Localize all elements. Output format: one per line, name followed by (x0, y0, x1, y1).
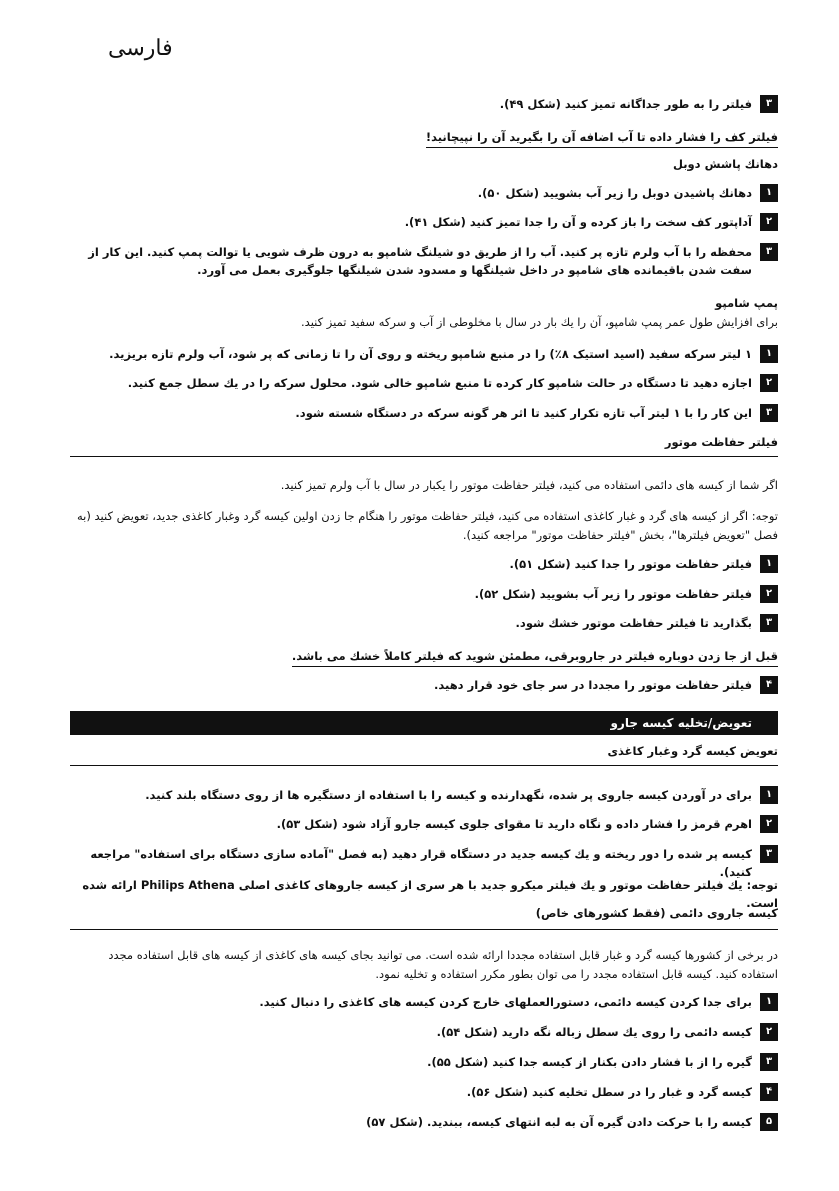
permanent-intro: در برخی از کشورها کیسه گرد و غبار قابل استفاده مجددا ارائه شده است. می توانید بجای کیسه های کاغذی از کیسه های قابل استفاده مجدد استفاده کنید. کیسه قابل استفاده مجدد را می توان بطور مکرر استفاده و تخلیه نمود. (108, 948, 778, 981)
step-text: گیره را از با فشار دادن بکنار از کیسه جدا کنید (شکل ۵۵). (427, 1055, 752, 1069)
motor-step-1 (70, 555, 778, 573)
step-text: این کار را با ۱ لیتر آب تازه تکرار کنید تا اثر هر گونه سرکه در دستگاه شسته شود. (295, 406, 752, 420)
motor-note: توجه: اگر از کیسه های گرد و غبار کاغذی استفاده می کنید، فیلتر حفاظت موتور را هنگام جا زدن اولین کیسه گرد وغبار کاغذی جدید، تعویض کنید (به فصل "تعویض فیلترها"، بخش "فیلتر حفاظت موتور" مراجعه کنید). (77, 509, 778, 542)
warning-motor-dry (70, 645, 778, 667)
step-number: ۳ (760, 614, 778, 632)
nozzle-step-2 (70, 213, 778, 231)
bag-step-2 (70, 815, 778, 833)
permanent-step-1 (70, 993, 778, 1011)
step-text: اجازه دهید تا دستگاه در حالت شامپو کار کرده تا منبع شامپو خالی شود. محلول سرکه را در یك سطل جمع کنید. (127, 376, 752, 390)
step-text: دهانك پاشیدن دوبل را زیر آب بشویید (شکل ۵۰). (477, 186, 752, 200)
divider (70, 929, 778, 930)
step-number: ۴ (760, 676, 778, 694)
step-text: برای در آوردن کیسه جاروی پر شده، نگهدارنده و کیسه را با استفاده از دستگیره ها از روی دستگاه بلند کنید. (145, 788, 752, 802)
warning-text: فیلتر کف را فشار داده تا آب اضافه آن را بگیرید آن را نپیچانید! (426, 130, 778, 148)
language-title: فارسی (108, 36, 173, 61)
step-number: ۴ (760, 1083, 778, 1101)
pump-step-1 (70, 345, 778, 363)
step-text: آداپتور کف سخت را باز کرده و آن را جدا تمیز کنید (شکل ۴۱). (404, 215, 752, 229)
nozzle-step-1 (70, 184, 778, 202)
pump-step-3 (70, 404, 778, 422)
step-number: ۱ (760, 555, 778, 573)
divider (70, 456, 778, 457)
step-number: ۲ (760, 1023, 778, 1041)
motor-intro: اگر شما از کیسه های دائمی استفاده می کنید، فیلتر حفاظت موتور را یکبار در سال با آب ولرم تمیز کنید. (280, 478, 778, 492)
section-bar-replace-bag: تعویض/تخلیه کیسه جارو (70, 711, 778, 735)
step-text: فیلتر را به طور جداگانه تمیز کنید (شکل ۴۹). (499, 97, 752, 111)
step-number: ۲ (760, 585, 778, 603)
step-text: کیسه را با حرکت دادن گیره آن به لبه انتهای کیسه، ببندید. (شکل ۵۷) (366, 1115, 752, 1129)
pump-intro: برای افزایش طول عمر پمپ شامپو، آن را یك بار در سال با مخلوطی از آب و سرکه سفید تمیز کنید. (301, 315, 778, 329)
step-number: ۲ (760, 213, 778, 231)
step-3-filter (70, 95, 778, 113)
step-text: فیلتر حفاظت موتور را زیر آب بشویید (شکل ۵۲). (474, 587, 752, 601)
permanent-step-3 (70, 1053, 778, 1071)
permanent-step-4 (70, 1083, 778, 1101)
pump-heading: پمپ شامپو (715, 296, 778, 310)
step-number: ۳ (760, 845, 778, 863)
step-number: ۳ (760, 404, 778, 422)
step-number: ۱ (760, 993, 778, 1011)
step-number: ۳ (760, 243, 778, 261)
motor-heading: فیلتر حفاظت موتور (664, 435, 778, 449)
bag-note: توجه: یك فیلتر حفاظت موتور و یك فیلتر میکرو جدید با هر سری از کیسه جاروهای کاغذی اصلی Philips Athena ارائه شده است. (82, 878, 778, 910)
step-text: فیلتر حفاظت موتور را مجددا در سر جای خود قرار دهید. (434, 678, 752, 692)
paper-bag-heading: تعویض کیسه گرد وغبار کاغذی (607, 744, 778, 758)
step-text: کیسه پر شده را دور ریخته و یك کیسه جدید در دستگاه قرار دهید (به فصل "آماده سازی دستگاه برای استفاده" مراجعه کنید). (90, 847, 752, 879)
warning-text: قبل از جا زدن دوباره فیلتر در جاروبرقی، مطمئن شوید که فیلتر کاملاً خشك می باشد. (292, 649, 778, 667)
step-number: ۱ (760, 786, 778, 804)
step-text: کیسه گرد و غبار را در سطل تخلیه کنید (شکل ۵۶). (466, 1085, 752, 1099)
pump-step-2 (70, 374, 778, 392)
step-number: ۲ (760, 815, 778, 833)
motor-step-3 (70, 614, 778, 632)
step-text: فیلتر حفاظت موتور را جدا کنید (شکل ۵۱). (509, 557, 752, 571)
divider (70, 765, 778, 766)
step-text: اهرم قرمز را فشار داده و نگاه دارید تا مقوای جلوی کیسه جارو آزاد شود (شکل ۵۳). (276, 817, 752, 831)
nozzle-step-3 (70, 243, 778, 279)
step-text: کیسه دائمی را روی یك سطل زباله نگه دارید (شکل ۵۴). (436, 1025, 752, 1039)
step-text: ۱ لیتر سرکه سفید (اسید استیک ۸٪) را در منبع شامپو ریخته و روی آن را تا زمانی که پر شود، آب ولرم تازه بریزید. (109, 347, 752, 361)
step-text: برای جدا کردن کیسه دائمی، دستورالعملهای خارج کردن کیسه های کاغذی را دنبال کنید. (259, 995, 752, 1009)
step-number: ۱ (760, 184, 778, 202)
motor-step-2 (70, 585, 778, 603)
bag-step-1 (70, 786, 778, 804)
step-number: ۳ (760, 95, 778, 113)
permanent-bag-heading: کیسه جاروی دائمی (فقط کشورهای خاص) (535, 906, 778, 920)
step-number: ۳ (760, 1053, 778, 1071)
motor-step-4 (70, 676, 778, 694)
step-number: ۱ (760, 345, 778, 363)
nozzle-heading: دهانك پاشش دوبل (672, 157, 778, 171)
permanent-step-2 (70, 1023, 778, 1041)
step-number: ۲ (760, 374, 778, 392)
warning-filter-foam (70, 126, 778, 148)
step-text: بگذارید تا فیلتر حفاظت موتور خشك شود. (515, 616, 752, 630)
permanent-step-5 (70, 1113, 778, 1131)
step-text: محفظه را با آب ولرم تازه پر کنید. آب را از طریق دو شیلنگ شامپو به درون ظرف شویی یا توالت پمپ کنید. این کار از سفت شدن باقیمانده های شامپو در داخل شیلنگها و مسدود شدن شیلنگها جلوگیری بعمل می آورد. (88, 245, 752, 277)
step-number: ۵ (760, 1113, 778, 1131)
